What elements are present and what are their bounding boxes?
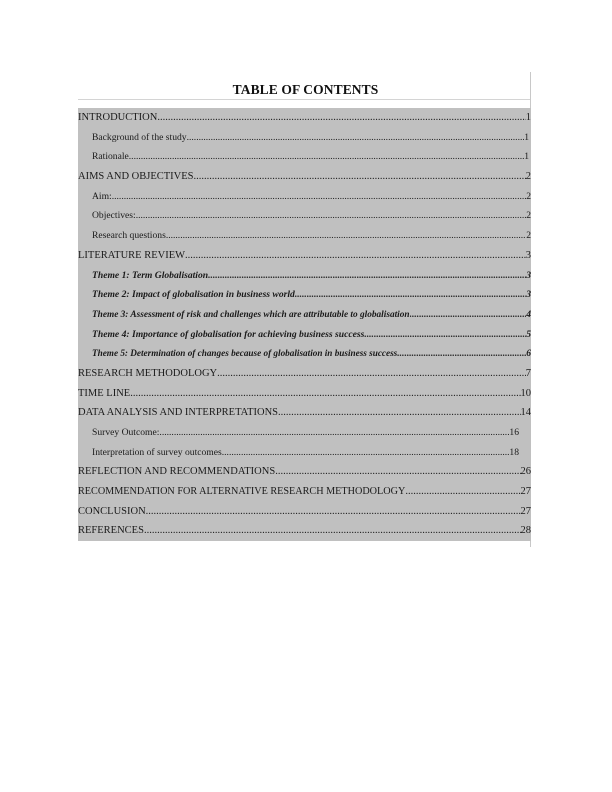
toc-list [78, 108, 531, 541]
toc-entry[interactable]: AIMS AND OBJECTIVES ..... 2 [78, 167, 531, 187]
toc-entry[interactable]: Rationale ..... 1 [78, 147, 529, 167]
toc-entry[interactable]: Theme 3: Assessment of risk and challenges which are attributable to globalisation ..... 4 [78, 305, 531, 325]
toc-entry[interactable]: Objectives: ..... 2 [78, 206, 531, 226]
toc-title: TABLE OF CONTENTS [232, 82, 379, 97]
toc-entry[interactable]: Theme 2: Impact of globalisation in business world ..... 3 [78, 285, 531, 305]
toc-entry[interactable]: INTRODUCTION ..... 1 [78, 108, 531, 128]
toc-entry[interactable]: TIME LINE ..... 10 [78, 384, 531, 404]
toc-entry[interactable]: Background of the study ..... 1 [78, 128, 529, 148]
toc-entry[interactable]: Theme 5: Determination of changes because of globalisation in business success ..... 6 [78, 344, 531, 364]
toc-entry[interactable]: CONCLUSION ..... 27 [78, 502, 531, 522]
toc-entry[interactable]: Aim: ..... 2 [78, 187, 531, 207]
toc-entry[interactable]: Research questions ..... 2 [78, 226, 531, 246]
toc-entry[interactable]: Theme 4: Importance of globalisation for achieving business success ..... 5 [78, 325, 531, 345]
toc-entry[interactable]: Interpretation of survey outcomes ..... 18 [78, 443, 519, 463]
toc-entry[interactable]: REFLECTION AND RECOMMENDATIONS ..... 26 [78, 462, 531, 482]
toc-entry[interactable]: RESEARCH METHODOLOGY ..... 7 [78, 364, 531, 384]
toc-entry[interactable]: Theme 1: Term Globalisation ..... 3 [78, 266, 531, 286]
toc-entry[interactable]: Survey Outcome: ..... 16 [78, 423, 519, 443]
toc-entry[interactable]: REFERENCES ..... 28 [78, 521, 531, 541]
toc-entry[interactable]: LITERATURE REVIEW ..... 3 [78, 246, 531, 266]
title-divider [78, 99, 530, 100]
toc-entry[interactable]: DATA ANALYSIS AND INTERPRETATIONS ..... 14 [78, 403, 531, 423]
toc-entry[interactable]: RECOMMENDATION FOR ALTERNATIVE RESEARCH METHODOLOGY ..... 27 [78, 482, 531, 502]
